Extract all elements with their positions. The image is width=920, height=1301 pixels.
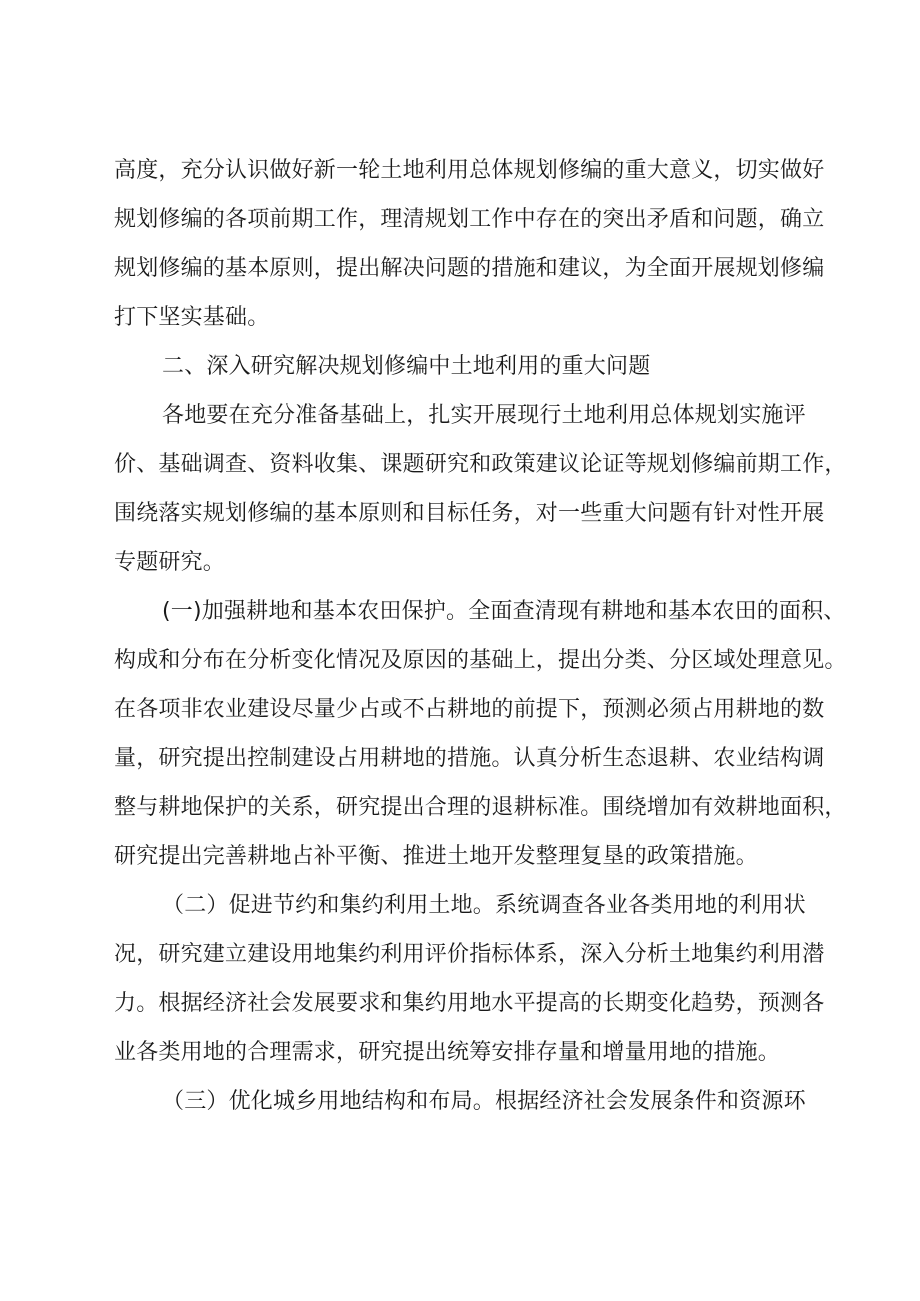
text-line-1: 高度，充分认识做好新一轮土地利用总体规划修编的重大意义，切实做好 [114, 158, 825, 183]
section-heading: 二、深入研究解决规划修编中土地利用的重大问题 [162, 354, 651, 379]
text-line-18: 力。根据经济社会发展要求和集约用地水平提高的长期变化趋势，预测各 [114, 991, 825, 1016]
text-line-14: 整与耕地保护的关系，研究提出合理的退耕标准。围绕增加有效耕地面积， [114, 795, 847, 820]
subsection-1-line: (一)加强耕地和基本农田保护。全面查清现有耕地和基本农田的面积、 [162, 599, 846, 624]
text-line-9: 专题研究。 [114, 550, 226, 575]
text-line-4: 打下坚实基础。 [114, 305, 270, 330]
text-line-8: 围绕落实规划修编的基本原则和目标任务，对一些重大问题有针对性开展 [114, 501, 825, 526]
subsection-2-line: （二）促进节约和集约利用土地。系统调查各业各类用地的利用状 [162, 893, 806, 918]
text-line-13: 量，研究提出控制建设占用耕地的措施。认真分析生态退耕、农业结构调 [114, 746, 825, 771]
text-line-11: 构成和分布在分析变化情况及原因的基础上，提出分类、分区域处理意见。 [114, 648, 847, 673]
text-line-3: 规划修编的基本原则，提出解决问题的措施和建议，为全面开展规划修编 [114, 256, 825, 281]
subsection-3-line: （三）优化城乡用地结构和布局。根据经济社会发展条件和资源环 [162, 1089, 806, 1114]
text-line-2: 规划修编的各项前期工作，理清规划工作中存在的突出矛盾和问题，确立 [114, 207, 825, 232]
text-line-6: 各地要在充分准备基础上，扎实开展现行土地利用总体规划实施评 [162, 403, 806, 428]
text-line-17: 况，研究建立建设用地集约利用评价指标体系，深入分析土地集约利用潜 [114, 942, 825, 967]
text-line-7: 价、基础调查、资料收集、课题研究和政策建议论证等规划修编前期工作， [114, 452, 847, 477]
text-line-19: 业各类用地的合理需求，研究提出统筹安排存量和增量用地的措施。 [114, 1040, 781, 1065]
document-body [114, 146, 847, 1126]
text-line-15: 研究提出完善耕地占补平衡、推进土地开发整理复垦的政策措施。 [114, 844, 758, 869]
text-line-12: 在各项非农业建设尽量少占或不占耕地的前提下，预测必须占用耕地的数 [114, 697, 825, 722]
